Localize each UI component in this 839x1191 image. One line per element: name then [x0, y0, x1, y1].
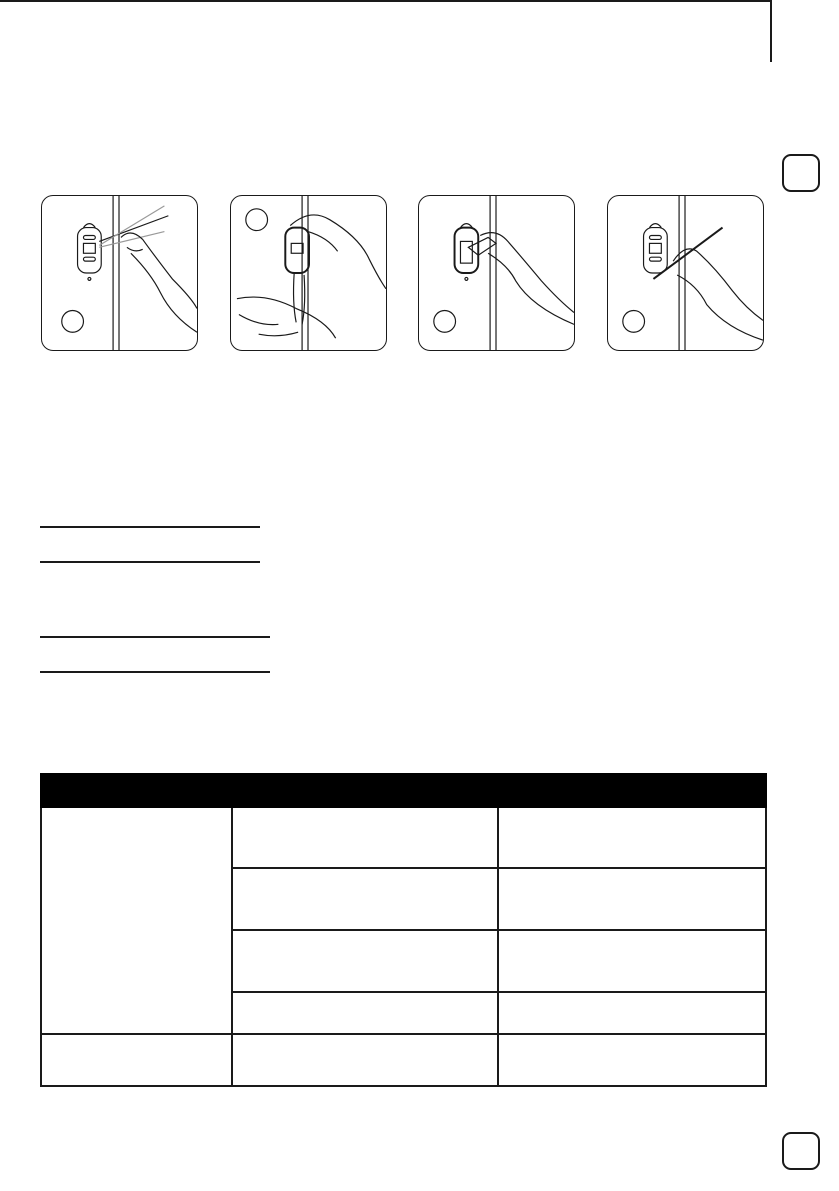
divider-rule-1	[40, 526, 260, 528]
table-cell	[498, 930, 766, 992]
table-cell	[498, 868, 766, 930]
table-row	[41, 1034, 766, 1086]
step-1-illustration	[41, 195, 198, 351]
table-cell	[232, 868, 498, 930]
table-header-cell	[232, 774, 498, 807]
crop-mark-horizontal	[0, 0, 770, 2]
step-3-drawing	[419, 196, 574, 350]
step-4-drawing	[608, 196, 763, 350]
table-cell	[232, 930, 498, 992]
step-4-illustration	[607, 195, 764, 351]
divider-rule-4	[40, 671, 270, 673]
table-cell	[498, 1034, 766, 1086]
table-header-row	[41, 774, 766, 807]
language-badge-top	[782, 154, 820, 192]
crop-mark-vertical	[770, 0, 772, 62]
divider-rule-3	[40, 636, 270, 638]
language-badge-bottom	[782, 1132, 820, 1170]
table-cell	[498, 992, 766, 1034]
table-row	[41, 807, 766, 868]
table-cell	[232, 992, 498, 1034]
troubleshooting-table	[40, 773, 767, 1087]
table-cell	[41, 807, 232, 1034]
table-header-cell	[41, 774, 232, 807]
step-1-drawing	[42, 196, 197, 350]
table-cell	[41, 1034, 232, 1086]
table-cell	[498, 807, 766, 868]
table-cell	[232, 1034, 498, 1086]
table-header-cell	[498, 774, 766, 807]
table-cell	[232, 807, 498, 868]
step-3-illustration	[418, 195, 575, 351]
divider-rule-2	[40, 561, 260, 563]
step-2-drawing	[231, 196, 386, 350]
step-2-illustration	[230, 195, 387, 351]
